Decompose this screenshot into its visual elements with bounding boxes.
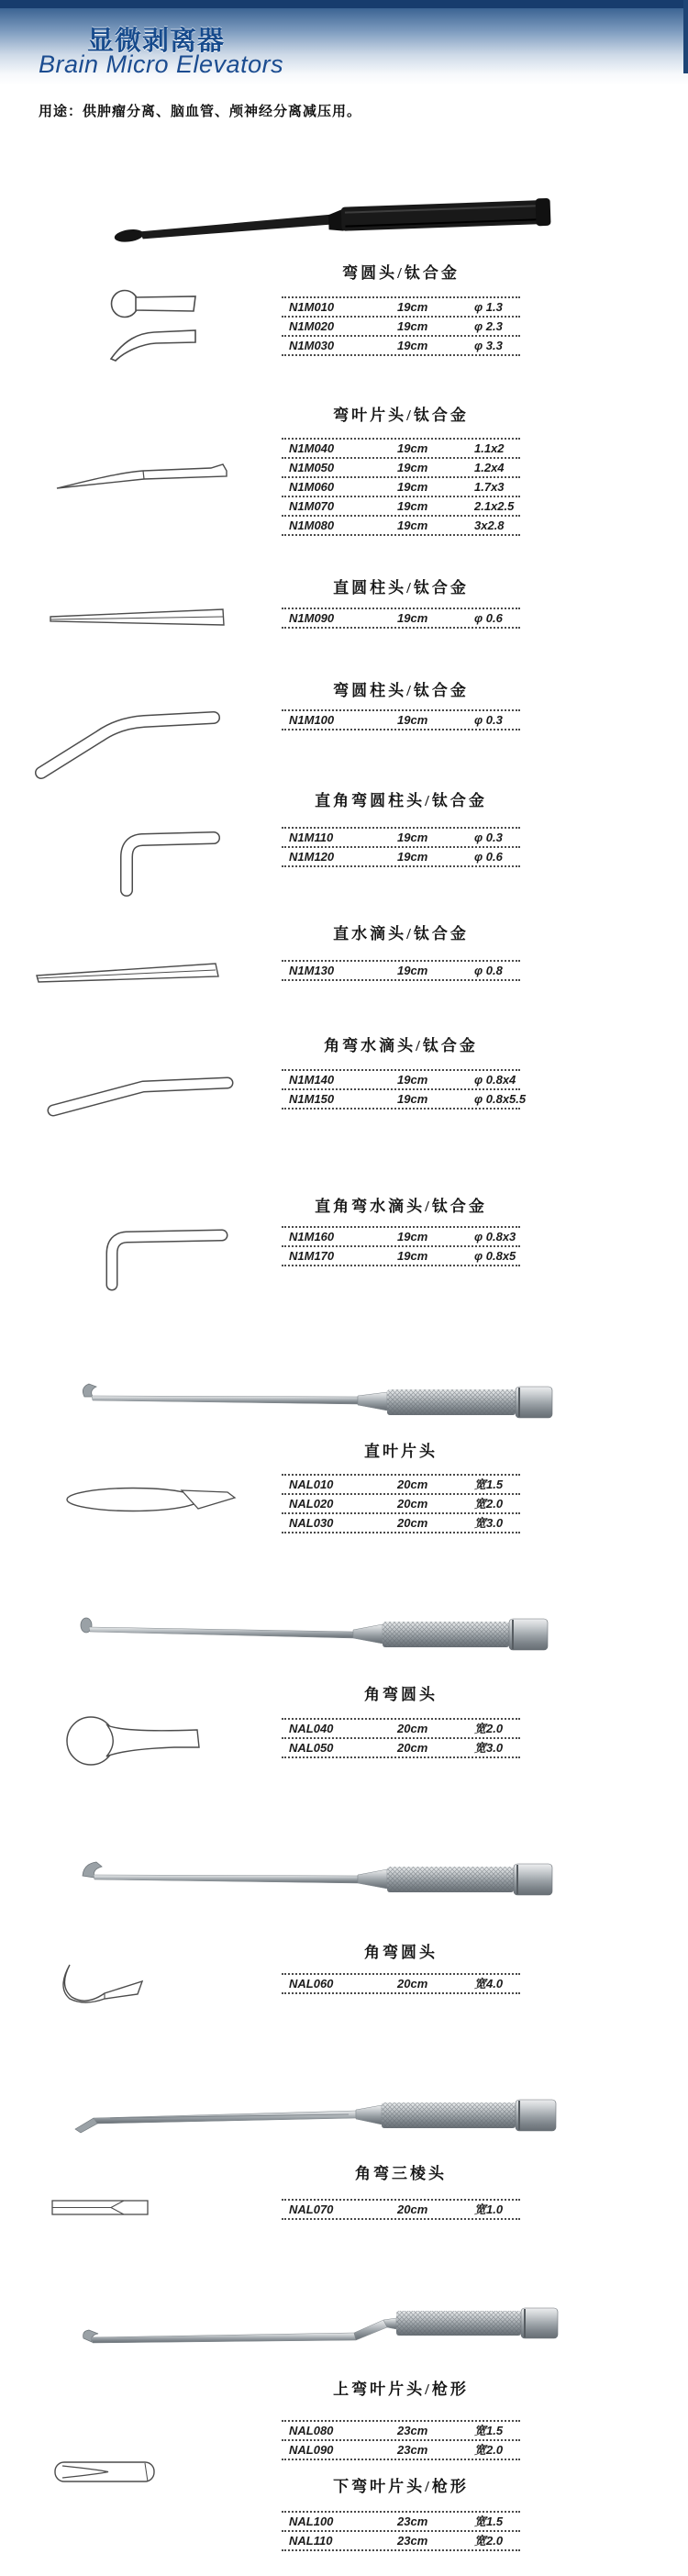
section-title: 上弯叶片头/枪形 [333, 2381, 469, 2398]
table-row [282, 1474, 520, 1493]
table-row [282, 1088, 527, 1108]
section-title: 弯圆头/钛合金 [342, 264, 460, 282]
product-size: φ 0.6 [474, 850, 503, 864]
product-length: 20cm [397, 1977, 428, 1991]
spec-table [282, 438, 520, 536]
thumb-curved-cylinder-drawing [32, 705, 220, 780]
spec-table [282, 960, 520, 981]
header-top-bar [0, 0, 688, 8]
spec-table [282, 1973, 520, 1994]
product-length: 19cm [397, 964, 428, 977]
product-length: 19cm [397, 831, 428, 844]
product-code: NAL020 [289, 1497, 334, 1511]
section-title: 下弯叶片头/枪形 [333, 2478, 469, 2495]
product-size: 2.1x2.5 [474, 499, 515, 513]
product-length: 19cm [397, 713, 428, 727]
product-size: 宽4.0 [474, 1977, 504, 1991]
product-code: NAL040 [289, 1722, 334, 1735]
table-row [282, 608, 520, 627]
section-title: 直角弯圆柱头/钛合金 [315, 792, 487, 809]
table-row [282, 960, 520, 979]
thumb-angled-teardrop-drawing [44, 1072, 235, 1120]
thumb-curved-round-head-side-drawing [108, 325, 200, 362]
product-code: N1M080 [289, 519, 335, 532]
product-code: N1M040 [289, 441, 335, 455]
section-title: 角弯圆头 [364, 1944, 438, 1961]
section-title: 角弯水滴头/钛合金 [324, 1037, 478, 1054]
spec-table [282, 827, 520, 867]
table-row [282, 1737, 520, 1756]
product-size: φ 0.6 [474, 611, 503, 625]
product-size: φ 0.8 [474, 964, 503, 977]
product-size: 宽1.5 [474, 1478, 504, 1491]
product-size: 1.1x2 [474, 441, 505, 455]
instrument-photo-bayonet [81, 2303, 560, 2351]
table-row [282, 709, 520, 729]
page-title-en: Brain Micro Elevators [39, 50, 284, 78]
product-size: 1.2x4 [474, 461, 505, 474]
product-length: 19cm [397, 300, 428, 314]
product-size: φ 0.8x5 [474, 1249, 516, 1263]
spec-table [282, 2511, 520, 2551]
product-length: 23cm [397, 2443, 428, 2457]
product-length: 19cm [397, 480, 428, 494]
product-code: N1M020 [289, 319, 335, 333]
product-size: φ 1.3 [474, 300, 503, 314]
spec-table [282, 1226, 520, 1266]
table-row [282, 438, 520, 457]
product-code: N1M170 [289, 1249, 335, 1263]
table-row [282, 2511, 520, 2530]
table-row [282, 515, 520, 534]
product-code: N1M060 [289, 480, 335, 494]
product-size: 1.7x3 [474, 480, 505, 494]
table-row [282, 476, 520, 496]
product-code: NAL030 [289, 1516, 334, 1530]
product-size: φ 3.3 [474, 339, 503, 352]
section-title: 角弯圆头 [364, 1686, 438, 1703]
thumb-angled-round-head-drawing [64, 1714, 202, 1768]
table-row [282, 457, 520, 476]
product-length: 19cm [397, 1230, 428, 1243]
table-row [282, 2439, 520, 2459]
section-title: 弯叶片头/钛合金 [333, 407, 469, 424]
spec-table [282, 2199, 520, 2220]
spec-table [282, 1474, 520, 1533]
thumb-right-angle-cylinder-drawing [115, 826, 220, 901]
table-row [282, 496, 520, 515]
product-length: 23cm [397, 2424, 428, 2437]
section-title: 角弯三棱头 [355, 2165, 447, 2182]
instrument-photo-black-elevator [108, 176, 562, 254]
product-size: 宽1.5 [474, 2424, 504, 2437]
spec-table [282, 709, 520, 730]
product-code: N1M090 [289, 611, 335, 625]
product-code: N1M070 [289, 499, 335, 513]
product-size: φ 0.8x5.5 [474, 1092, 527, 1106]
product-size: φ 2.3 [474, 319, 503, 333]
product-code: N1M010 [289, 300, 335, 314]
product-length: 19cm [397, 519, 428, 532]
product-size: 宽2.0 [474, 2443, 504, 2457]
table-row [282, 1493, 520, 1512]
table-row [282, 2530, 520, 2549]
table-row [282, 1226, 520, 1245]
product-code: N1M130 [289, 964, 335, 977]
product-length: 19cm [397, 461, 428, 474]
section-title: 直叶片头 [364, 1443, 438, 1460]
product-length: 20cm [397, 1497, 428, 1511]
product-length: 20cm [397, 2202, 428, 2216]
product-size: φ 0.3 [474, 831, 503, 844]
table-row [282, 1245, 520, 1265]
thumb-curved-round-head-top-drawing [108, 284, 200, 323]
product-length: 19cm [397, 1249, 428, 1263]
instrument-photo-straight-blade [81, 1381, 560, 1423]
product-size: 宽2.0 [474, 2534, 504, 2548]
thumb-down-curved-blade-drawing [53, 2459, 160, 2485]
thumb-curved-blade-drawing [55, 459, 229, 496]
product-code: NAL100 [289, 2515, 334, 2528]
product-size: φ 0.3 [474, 713, 503, 727]
product-code: NAL090 [289, 2443, 334, 2457]
product-length: 19cm [397, 611, 428, 625]
product-length: 23cm [397, 2515, 428, 2528]
product-size: 3x2.8 [474, 519, 505, 532]
product-size: φ 0.8x4 [474, 1073, 516, 1087]
instrument-photo-round-head [78, 1613, 557, 1656]
section-title: 弯圆柱头/钛合金 [333, 682, 469, 699]
section-title: 直圆柱头/钛合金 [333, 579, 469, 597]
header-right-edge [683, 0, 688, 73]
product-length: 20cm [397, 1722, 428, 1735]
product-size: 宽3.0 [474, 1741, 504, 1755]
section-title: 直角弯水滴头/钛合金 [315, 1198, 487, 1215]
section-title: 直水滴头/钛合金 [333, 925, 469, 942]
product-length: 19cm [397, 1092, 428, 1106]
product-code: N1M110 [289, 831, 334, 844]
product-length: 19cm [397, 339, 428, 352]
spec-table [282, 2420, 520, 2460]
product-code: NAL050 [289, 1741, 334, 1755]
thumb-straight-blade-drawing [64, 1483, 239, 1516]
thumb-angled-tri-edge-drawing [50, 2197, 153, 2219]
spec-table [282, 1069, 527, 1110]
product-length: 23cm [397, 2534, 428, 2548]
product-code: NAL060 [289, 1977, 334, 1991]
table-row [282, 316, 520, 335]
table-row [282, 827, 520, 846]
table-row [282, 1973, 520, 1992]
product-code: N1M160 [289, 1230, 335, 1243]
product-size: 宽1.5 [474, 2515, 504, 2528]
instrument-photo-curved-blade [81, 1856, 560, 1898]
usage-note: 用途：供肿瘤分离、脑血管、颅神经分离减压用。 [39, 104, 362, 119]
product-length: 19cm [397, 1073, 428, 1087]
table-row [282, 846, 520, 865]
product-length: 19cm [397, 441, 428, 455]
thumb-straight-teardrop-drawing [32, 956, 225, 987]
product-code: N1M140 [289, 1073, 335, 1087]
product-size: 宽2.0 [474, 1497, 504, 1511]
thumb-right-angle-teardrop-drawing [99, 1224, 229, 1294]
product-code: NAL070 [289, 2202, 334, 2216]
product-code: NAL010 [289, 1478, 334, 1491]
thumb-angled-round-head-wide-drawing [57, 1960, 153, 2006]
product-code: NAL080 [289, 2424, 334, 2437]
table-row [282, 1718, 520, 1737]
thumb-straight-cylinder-drawing [48, 604, 227, 631]
table-row [282, 335, 520, 354]
product-size: 宽2.0 [474, 1722, 504, 1735]
page-title-zh: 显微剥离器 [87, 27, 226, 56]
product-length: 20cm [397, 1478, 428, 1491]
product-code: N1M100 [289, 713, 335, 727]
product-length: 20cm [397, 1516, 428, 1530]
product-code: N1M030 [289, 339, 335, 352]
spec-table [282, 608, 520, 629]
product-length: 19cm [397, 499, 428, 513]
table-row [282, 296, 520, 316]
table-row [282, 2420, 520, 2439]
product-code: N1M050 [289, 461, 335, 474]
table-row [282, 1512, 520, 1532]
product-code: NAL110 [289, 2534, 333, 2548]
table-row [282, 2199, 520, 2218]
product-length: 19cm [397, 850, 428, 864]
spec-table [282, 296, 520, 356]
product-size: 宽3.0 [474, 1516, 504, 1530]
product-size: φ 0.8x3 [474, 1230, 516, 1243]
product-code: N1M120 [289, 850, 335, 864]
product-length: 19cm [397, 319, 428, 333]
table-row [282, 1069, 520, 1088]
product-code: N1M150 [289, 1092, 335, 1106]
spec-table [282, 1718, 520, 1758]
product-size: 宽1.0 [474, 2202, 504, 2216]
instrument-photo-triangular-tip [73, 2098, 561, 2135]
product-length: 20cm [397, 1741, 428, 1755]
